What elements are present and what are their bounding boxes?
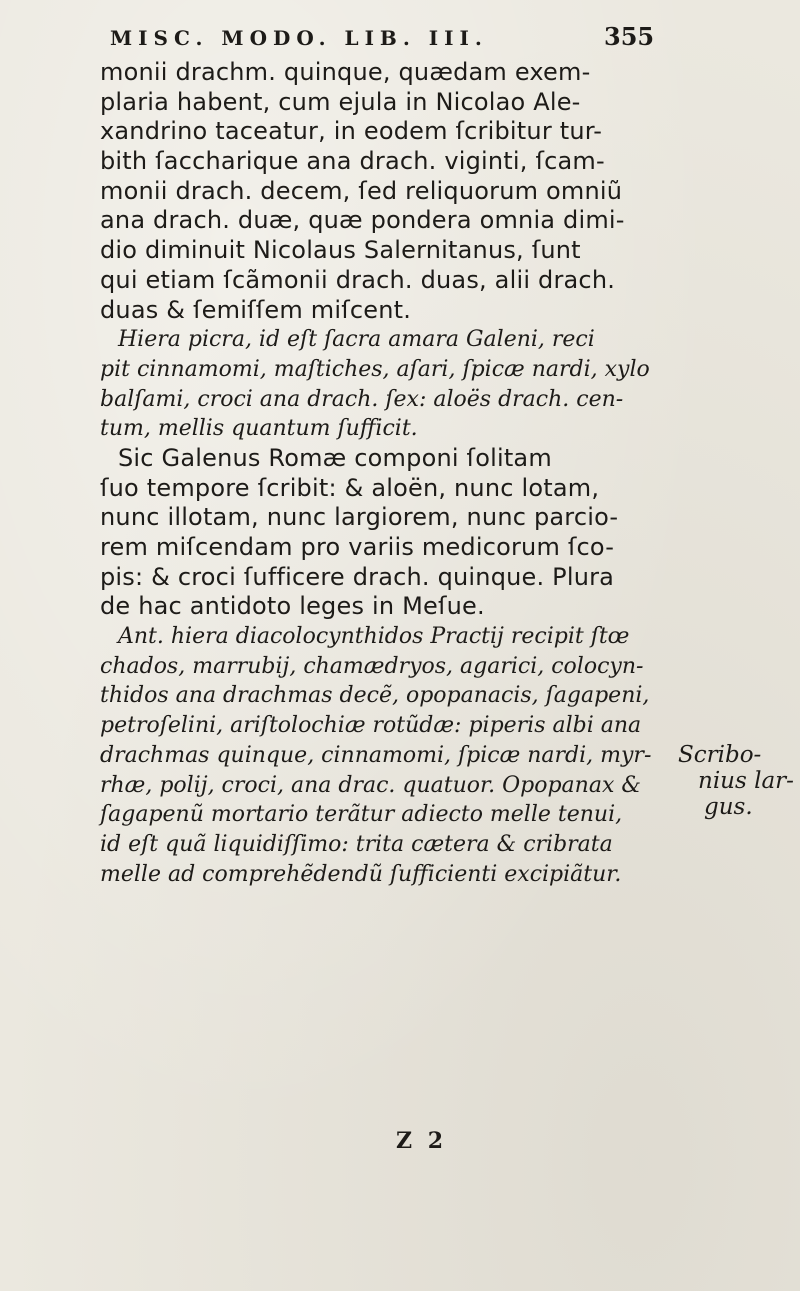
- text-line: xandrino taceatur, in eodem ſcribitur tur-: [100, 117, 603, 146]
- text-line: nunc illotam, nunc largiorem, nunc parcio-: [100, 503, 619, 532]
- text-line: rem miſcendam pro variis medicorum ſco-: [100, 533, 615, 561]
- running-head: MISC. MODO. LIB. III.: [110, 26, 488, 50]
- margin-note: [678, 742, 794, 820]
- signature-mark: Z 2: [396, 1128, 448, 1154]
- text-line: thidos ana drachmas decẽ, opopanacis, ſagapeni,: [100, 683, 650, 709]
- text-line: de hac antidoto leges in Meſue.: [100, 592, 485, 621]
- text-line: ana drach. duæ, quæ pondera omnia dimi-: [100, 206, 625, 235]
- page-number: 355: [604, 22, 655, 51]
- text-line: Sic Galenus Romæ componi ſolitam: [118, 443, 552, 472]
- text-line: tum, mellis quantum ſufficit.: [100, 416, 418, 442]
- text-line: Ant. hiera diacolocynthidos Practij recipit ſtœ: [118, 624, 630, 650]
- text-line: pis: & croci ſufficere drach. quinque. Plura: [100, 562, 615, 591]
- text-line: petroſelini, ariſtolochiæ rotũdæ: piperis albi ana: [100, 713, 642, 739]
- margin-note-line: Scribo-: [678, 742, 762, 768]
- text-line: Hiera picra, id eſt ſacra amara Galeni, reci: [118, 327, 595, 353]
- text-line: chados, marrubij, chamædryos, agarici, colocyn-: [100, 653, 644, 679]
- text-line: duas & ſemiſſem miſcent.: [100, 295, 412, 324]
- text-line: id eſt quã liquidiſſimo: trita cætera & cribrata: [100, 831, 613, 857]
- main-text-block: [100, 58, 660, 889]
- text-line: monii drach. decem, ſed reliquorum omniũ: [100, 176, 623, 205]
- margin-note-line: gus.: [704, 794, 753, 820]
- text-line: bith ſaccharique ana drach. viginti, ſcam-: [100, 147, 605, 176]
- text-line: rhæ, polij, croci, ana drac. quatuor. Opopanax &: [100, 772, 641, 798]
- text-line: ſuo tempore ſcribit: & aloën, nunc lotam,: [100, 473, 600, 502]
- text-line: drachmas quinque, cinnamomi, ſpicæ nardi, myr-: [100, 742, 652, 768]
- margin-note-line: nius lar-: [698, 768, 794, 794]
- text-line: qui etiam ſcãmonii drach. duas, alii drach.: [100, 265, 616, 294]
- text-line: monii drachm. quinque, quædam exem-: [100, 58, 591, 86]
- text-line: pit cinnamomi, maſtiches, aſari, ſpicæ nardi, xylo: [100, 356, 650, 382]
- text-line: melle ad comprehẽdendũ ſufficienti excipiãtur.: [100, 861, 622, 887]
- text-line: ſagapenũ mortario terãtur adiecto melle tenui,: [100, 802, 623, 828]
- text-line: dio diminuit Nicolaus Salernitanus, ſunt: [100, 236, 581, 265]
- text-line: plaria habent, cum ejula in Nicolao Ale-: [100, 87, 581, 116]
- text-line: balſami, croci ana drach. ſex: aloës drach. cen-: [100, 386, 624, 412]
